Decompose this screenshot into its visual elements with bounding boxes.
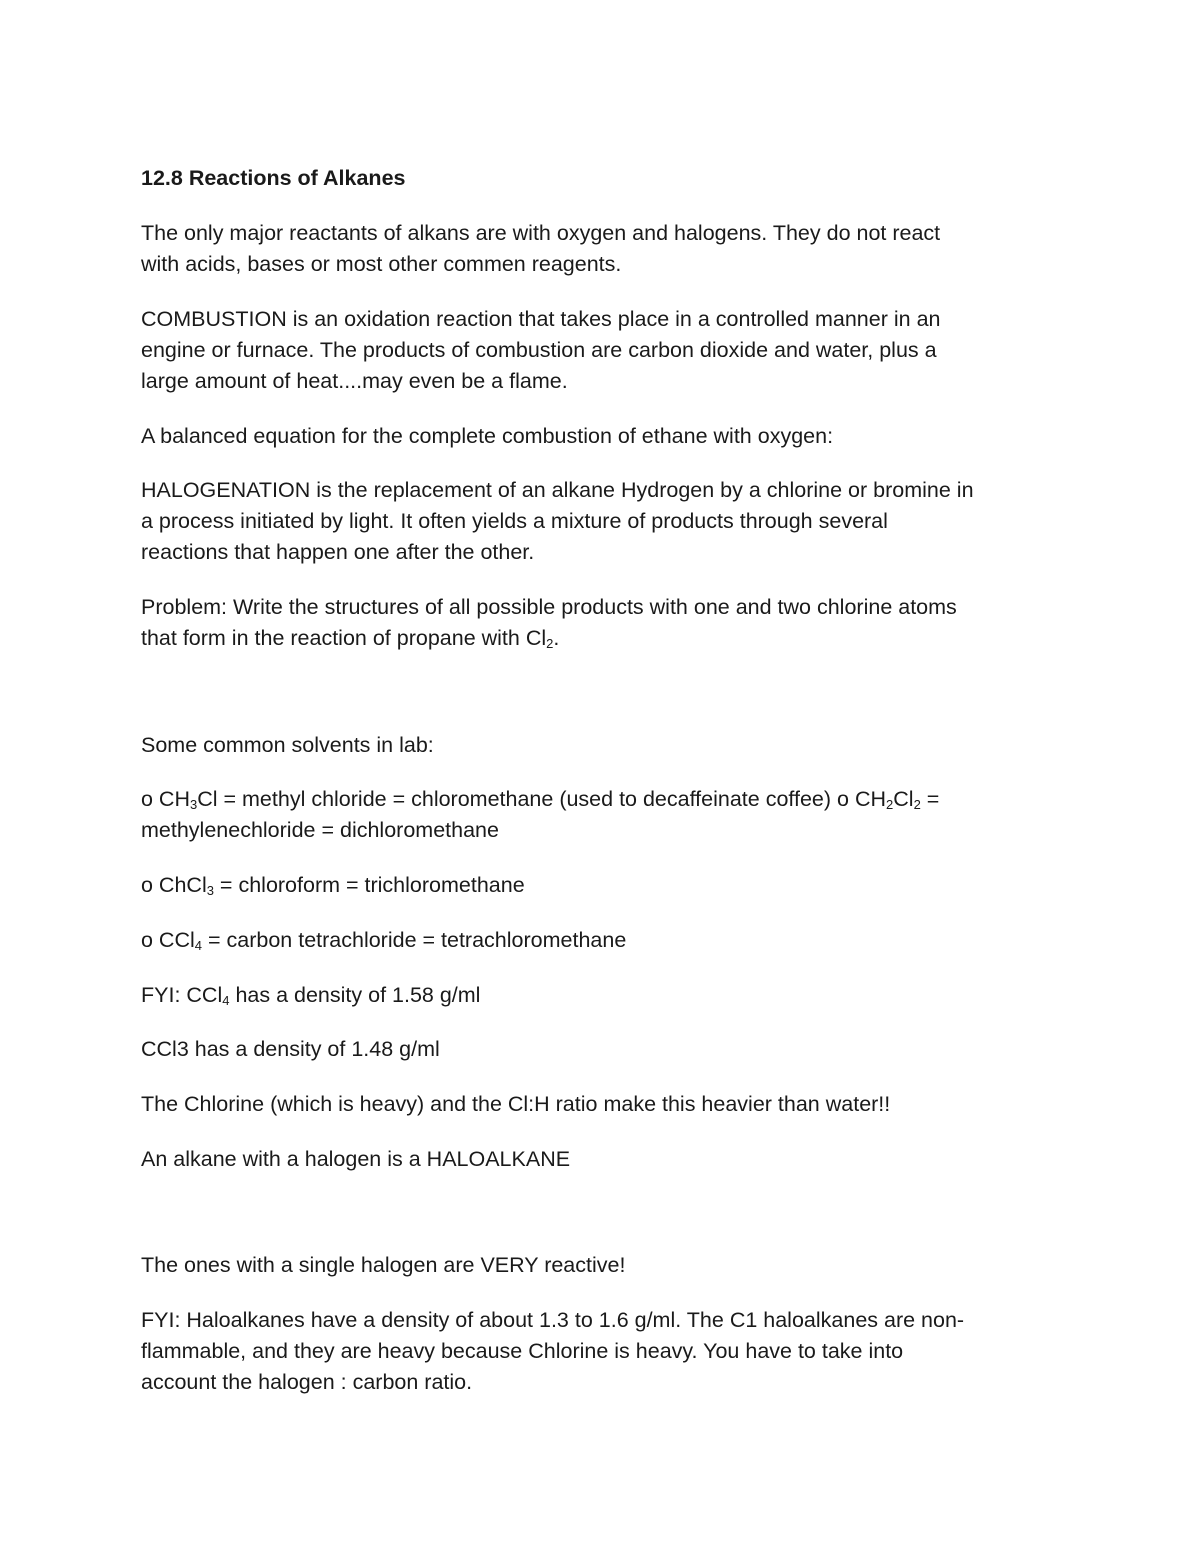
combustion-line: large amount of heat....may even be a flame. xyxy=(141,369,568,393)
document-title: 12.8 Reactions of Alkanes xyxy=(141,166,406,190)
halogenation-line: a process initiated by light. It often yields a mixture of products through several xyxy=(141,509,888,533)
solvent-item: o CCl$_4$ = carbon tetrachloride = tetrachloromethane xyxy=(141,928,627,953)
fyi-haloalkanes-line: FYI: Haloalkanes have a density of about 1.3 to 1.6 g/ml. The C1 haloalkanes are non- xyxy=(141,1308,965,1332)
problem-line: Problem: Write the structures of all possible products with one and two chlorine atoms xyxy=(141,595,957,619)
fyi-haloalkanes-paragraph xyxy=(141,1305,1071,1398)
chlorine-heavy-text: The Chlorine (which is heavy) and the Cl:H ratio make this heavier than water!! xyxy=(141,1092,891,1116)
halogenation-line: HALOGENATION is the replacement of an alkane Hydrogen by a chlorine or bromine in xyxy=(141,478,974,502)
halogenation-paragraph xyxy=(141,475,1071,568)
ccl3-density-text: CCl3 has a density of 1.48 g/ml xyxy=(141,1037,440,1061)
intro-paragraph xyxy=(141,218,1071,280)
solvents-heading: Some common solvents in lab: xyxy=(141,733,434,757)
fyi-haloalkanes-line: account the halogen : carbon ratio. xyxy=(141,1370,473,1394)
intro-line: with acids, bases or most other commen reagents. xyxy=(141,252,622,276)
halogenation-line: reactions that happen one after the other. xyxy=(141,540,535,564)
haloalkane-text: An alkane with a halogen is a HALOALKANE xyxy=(141,1147,571,1171)
solvent-item: o ChCl$_3$ = chloroform = trichloromethane xyxy=(141,873,525,898)
fyi-ccl4-text: FYI: CCl$_4$ has a density of 1.58 g/ml xyxy=(141,983,481,1008)
intro-line: The only major reactants of alkans are with oxygen and halogens. They do not react xyxy=(141,221,941,245)
problem-line: that form in the reaction of propane with $Cl_2$. xyxy=(141,626,560,651)
combustion-line: engine or furnace. The products of combustion are carbon dioxide and water, plus a xyxy=(141,338,937,362)
solvent-item: o $CH_3Cl$ = methyl chloride = chloromethane (used to decaffeinate coffee) o $CH_2Cl_2$ = methylenechloride = dichloromethane xyxy=(141,787,940,842)
problem-paragraph xyxy=(141,592,1071,654)
fyi-haloalkanes-line: flammable, and they are heavy because Chlorine is heavy. You have to take into xyxy=(141,1339,904,1363)
balanced-equation-text: A balanced equation for the complete combustion of ethane with oxygen: xyxy=(141,424,834,448)
combustion-line: COMBUSTION is an oxidation reaction that takes place in a controlled manner in an xyxy=(141,307,941,331)
combustion-paragraph xyxy=(141,304,1071,397)
single-halogen-text: The ones with a single halogen are VERY reactive! xyxy=(141,1253,626,1277)
